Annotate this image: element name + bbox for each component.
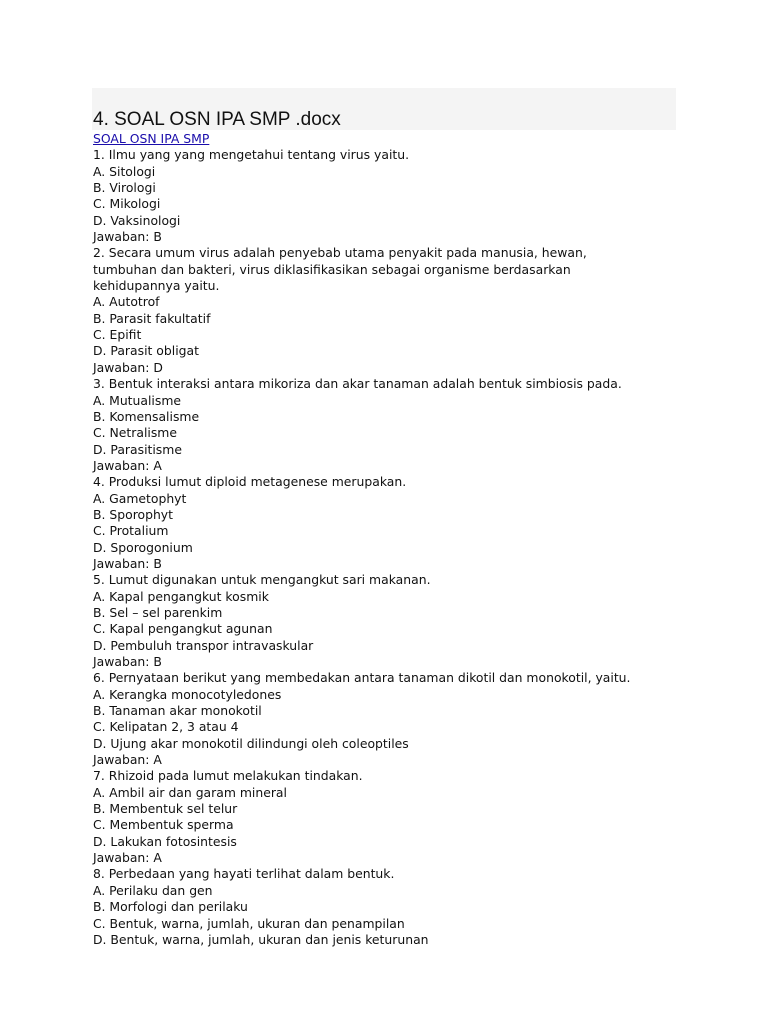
document-title: 4. SOAL OSN IPA SMP .docx — [93, 109, 341, 130]
answer-option: B. Tanaman akar monokotil — [93, 703, 262, 719]
answer-option: B. Sporophyt — [93, 506, 174, 522]
question-text: 5. Lumut digunakan untuk mengangkut sari makanan. — [93, 572, 431, 588]
answer-option: D. Parasit obligat — [93, 343, 199, 359]
question-text: 1. Ilmu yang yang mengetahui tentang virus yaitu. — [93, 147, 410, 163]
question-list — [93, 147, 653, 948]
answer-key: Jawaban: A — [93, 457, 162, 473]
question-text: 4. Produksi lumut diploid metagenese merupakan. — [93, 474, 407, 490]
answer-key: Jawaban: B — [93, 654, 162, 669]
answer-option: C. Kapal pengangkut agunan — [93, 621, 273, 637]
answer-option: A. Kerangka monocotyledones — [93, 686, 282, 702]
answer-key: Jawaban: B — [93, 555, 162, 571]
answer-option: A. Kapal pengangkut kosmik — [93, 588, 269, 604]
question-text: 8. Perbedaan yang hayati terlihat dalam bentuk. — [93, 866, 395, 882]
answer-option: B. Virologi — [93, 180, 156, 196]
answer-option: C. Bentuk, warna, jumlah, ukuran dan penampilan — [93, 915, 405, 931]
answer-option: D. Bentuk, warna, jumlah, ukuran dan jenis keturunan — [93, 931, 429, 947]
document-link[interactable]: SOAL OSN IPA SMP — [93, 131, 210, 146]
answer-option: C. Netralisme — [93, 425, 177, 441]
answer-option: B. Parasit fakultatif — [93, 310, 211, 326]
answer-option: C. Protalium — [93, 523, 169, 539]
answer-option: A. Sitologi — [93, 163, 156, 179]
answer-option: B. Morfologi dan perilaku — [93, 899, 248, 915]
question-text: 3. Bentuk interaksi antara mikoriza dan akar tanaman adalah bentuk simbiosis pada. — [93, 376, 622, 392]
answer-option: A. Ambil air dan garam mineral — [93, 784, 287, 800]
answer-option: D. Parasitisme — [93, 441, 182, 457]
question-text: 2. Secara umum virus adalah penyebab utama penyakit pada manusia, hewan, tumbuhan dan bakteri, virus diklasifikasikan sebagai organisme berdasarkan kehidupannya yaitu. — [93, 245, 587, 294]
answer-option: B. Komensalisme — [93, 408, 200, 424]
answer-option: A. Perilaku dan gen — [93, 882, 213, 898]
answer-option: C. Membentuk sperma — [93, 817, 234, 833]
question-text: 7. Rhizoid pada lumut melakukan tindakan. — [93, 768, 363, 784]
answer-option: D. Sporogonium — [93, 539, 193, 555]
answer-key: Jawaban: A — [93, 850, 162, 866]
answer-key: Jawaban: A — [93, 752, 162, 768]
answer-option: D. Vaksinologi — [93, 212, 181, 228]
answer-option: D. Lakukan fotosintesis — [93, 833, 237, 849]
answer-option: A. Gametophyt — [93, 490, 187, 506]
answer-option: C. Epifit — [93, 327, 142, 343]
answer-option: A. Autotrof — [93, 294, 160, 310]
answer-key: Jawaban: D — [93, 359, 163, 375]
answer-option: D. Ujung akar monokotil dilindungi oleh coleoptiles — [93, 735, 409, 751]
answer-option: C. Mikologi — [93, 196, 161, 212]
answer-option: B. Sel – sel parenkim — [93, 604, 223, 620]
answer-option: C. Kelipatan 2, 3 atau 4 — [93, 719, 239, 735]
answer-option: D. Pembuluh transpor intravaskular — [93, 637, 314, 653]
answer-key: Jawaban: B — [93, 229, 162, 245]
question-text: 6. Pernyataan berikut yang membedakan antara tanaman dikotil dan monokotil, yaitu. — [93, 670, 631, 686]
answer-option: B. Membentuk sel telur — [93, 801, 238, 817]
answer-option: A. Mutualisme — [93, 392, 182, 408]
document-body — [93, 131, 653, 948]
